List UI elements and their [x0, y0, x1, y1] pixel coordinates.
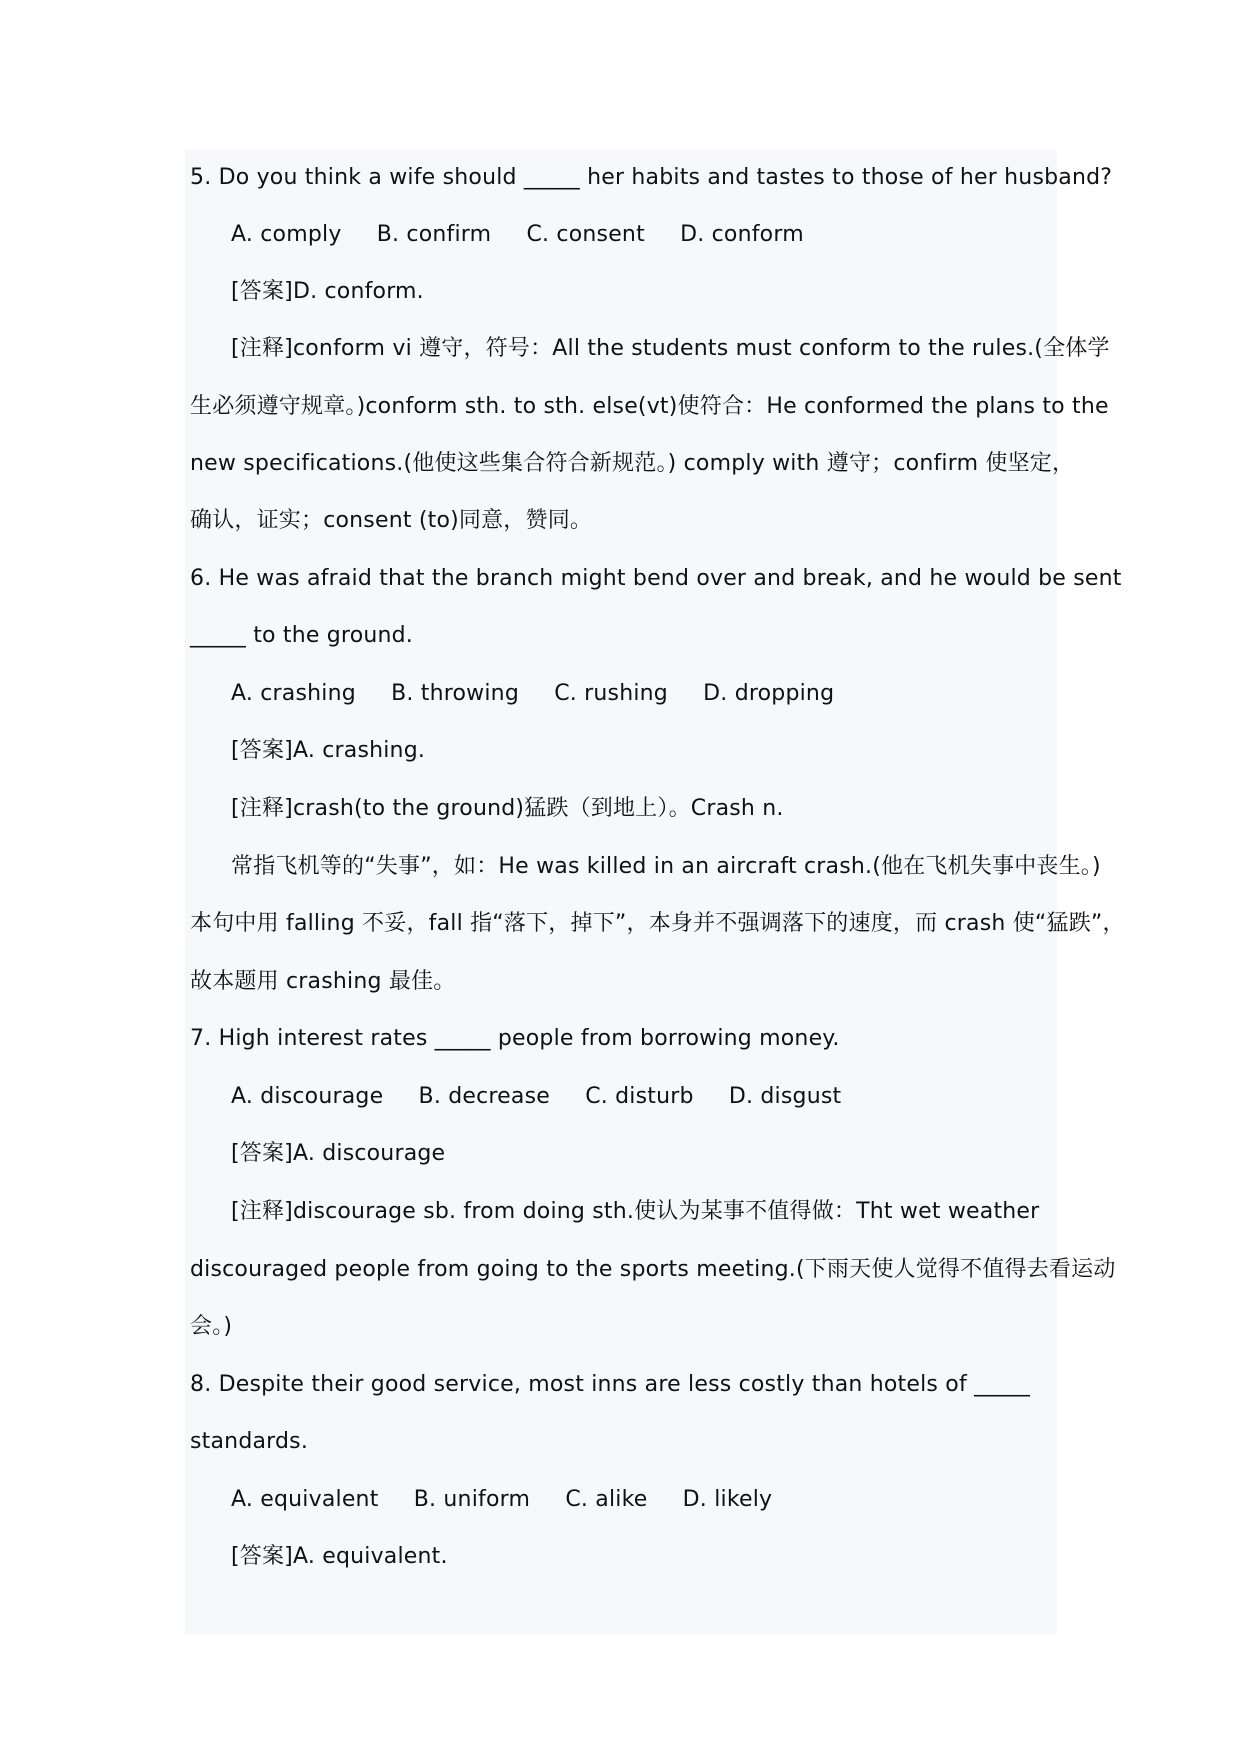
question-6-note-line: 常指飞机等的“失事”，如：He was killed in an aircraft crash.(他在飞机失事中丧生。) [231, 854, 1101, 879]
question-8-options [231, 1480, 772, 1520]
option-a: A. comply [231, 222, 342, 247]
option-b: B. uniform [413, 1487, 531, 1512]
option-b: B. decrease [418, 1084, 550, 1109]
question-6-options [231, 674, 834, 714]
question-5-options [231, 215, 804, 255]
option-a: A. crashing [231, 681, 356, 706]
question-5-note-line: new specifications.(他使这些集合符合新规范。) comply with 遵守；confirm 使坚定， [190, 451, 1075, 476]
question-6-stem: 6. He was afraid that the branch might bend over and break, and he would be sent [190, 566, 1122, 591]
question-7-note-line: discouraged people from going to the sports meeting.(下雨天使人觉得不值得去看运动 [190, 1257, 1116, 1282]
option-c: C. rushing [554, 681, 668, 706]
question-6-note-line: [注释]crash(to the ground)猛跌（到地上）。Crash n. [231, 796, 784, 821]
question-8-stem-continued: standards. [190, 1429, 309, 1454]
option-a: A. discourage [231, 1084, 384, 1109]
option-c: C. disturb [585, 1084, 694, 1109]
document-page-background [185, 150, 1057, 1634]
option-c: C. consent [526, 222, 645, 247]
question-5-note-line: 生必须遵守规章。)conform sth. to sth. else(vt)使符合：He conformed the plans to the [190, 394, 1109, 419]
option-b: B. confirm [376, 222, 492, 247]
option-d: D. likely [682, 1487, 773, 1512]
option-d: D. disgust [728, 1084, 842, 1109]
option-b: B. throwing [391, 681, 519, 706]
question-7-note-line: 会。) [190, 1314, 233, 1339]
question-7-stem: 7. High interest rates _____ people from borrowing money. [190, 1026, 840, 1051]
question-5-answer: [答案]D. conform. [231, 279, 424, 304]
question-6-answer: [答案]A. crashing. [231, 738, 426, 763]
option-c: C. alike [565, 1487, 648, 1512]
option-d: D. conform [680, 222, 804, 247]
question-6-note-line: 故本题用 crashing 最佳。 [190, 969, 456, 994]
option-a: A. equivalent [231, 1487, 379, 1512]
question-6-note-line: 本句中用 falling 不妥，fall 指“落下，掉下”，本身并不强调落下的速度，而 crash 使“猛跌”， [190, 911, 1125, 936]
question-7-answer: [答案]A. discourage [231, 1141, 446, 1166]
question-7-note-line: [注释]discourage sb. from doing sth.使认为某事不值得做：Tht wet weather [231, 1199, 1040, 1224]
question-5-stem: 5. Do you think a wife should _____ her habits and tastes to those of her husband? [190, 165, 1113, 190]
question-7-options [231, 1077, 841, 1117]
question-6-stem-continued: _____ to the ground. [190, 623, 414, 648]
question-5-note-line: 确认，证实；consent (to)同意，赞同。 [190, 508, 593, 533]
question-5-note-line: [注释]conform vi 遵守，符号：All the students must conform to the rules.(全体学 [231, 336, 1110, 361]
question-8-answer: [答案]A. equivalent. [231, 1544, 448, 1569]
option-d: D. dropping [703, 681, 835, 706]
question-8-stem: 8. Despite their good service, most inns are less costly than hotels of _____ [190, 1372, 1031, 1397]
